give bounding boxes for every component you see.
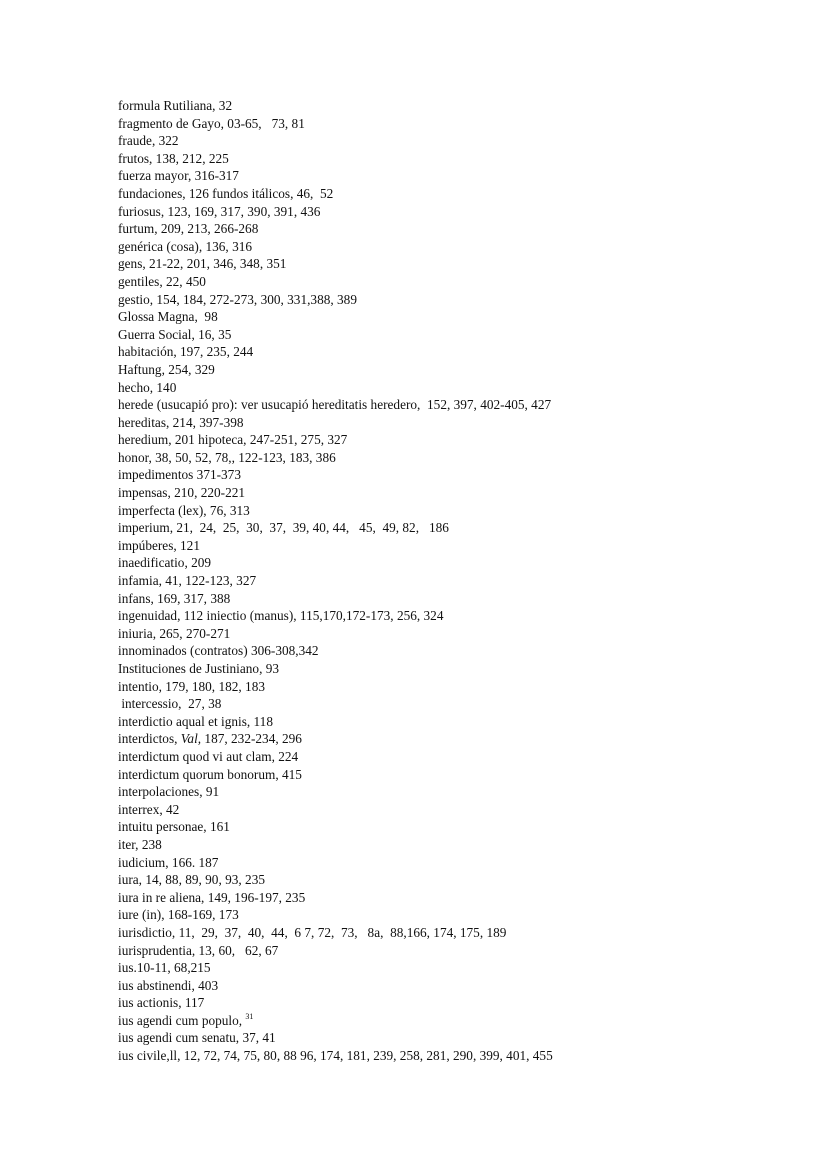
index-entry: innominados (contratos) 306-308,342 <box>118 643 319 659</box>
index-entry: iurisdictio, 11, 29, 37, 40, 44, 6 7, 72, 73, 8a, 88,166, 174, 175, 189 <box>118 924 507 940</box>
index-entry: interpolaciones, 91 <box>118 784 220 800</box>
index-entry: ius.10-11, 68,215 <box>118 960 211 976</box>
index-entry: ius civile,ll, 12, 72, 74, 75, 80, 88 96, 174, 181, 239, 258, 281, 290, 399, 401, 455 <box>118 1048 553 1064</box>
index-entry: Glossa Magna, 98 <box>118 309 218 325</box>
entry-text: interdictos, <box>118 731 181 747</box>
index-page <box>118 97 808 1065</box>
index-entry: hecho, 140 <box>118 379 177 395</box>
index-entry: ingenuidad, 112 iniectio (manus), 115,170,172-173, 256, 324 <box>118 608 444 624</box>
index-entry: iura, 14, 88, 89, 90, 93, 235 <box>118 872 265 888</box>
index-entry: infans, 169, 317, 388 <box>118 590 231 606</box>
entry-text: ius agendi cum populo, <box>118 1012 246 1028</box>
index-entry: impensas, 210, 220-221 <box>118 485 246 501</box>
footnote-marker: 31 <box>245 1011 254 1021</box>
index-entry: interdictio aqual et ignis, 118 <box>118 713 273 729</box>
index-entry: Guerra Social, 16, 35 <box>118 326 232 342</box>
index-entry: interdictum quod vi aut clam, 224 <box>118 748 299 764</box>
index-entry: heredium, 201 hipoteca, 247-251, 275, 327 <box>118 432 348 448</box>
index-entry: fundaciones, 126 fundos itálicos, 46, 52 <box>118 185 334 201</box>
index-entry: ius agendi cum senatu, 37, 41 <box>118 1030 276 1046</box>
index-entry: ius actionis, 117 <box>118 995 205 1011</box>
index-entry: inaedificatio, 209 <box>118 555 212 571</box>
index-entry: iter, 238 <box>118 836 162 852</box>
index-entry: ius abstinendi, 403 <box>118 977 219 993</box>
index-entry-interdictos <box>118 730 808 748</box>
index-entry: intentio, 179, 180, 182, 183 <box>118 678 265 694</box>
index-entry: infamia, 41, 122-123, 327 <box>118 573 257 589</box>
index-entry: herede (usucapió pro): ver usucapió hereditatis heredero, 152, 397, 402-405, 427 <box>118 397 552 413</box>
index-entry: fuerza mayor, 316-317 <box>118 168 239 184</box>
index-entry: fraude, 322 <box>118 133 179 149</box>
index-entry: gentiles, 22, 450 <box>118 273 206 289</box>
index-entry: frutos, 138, 212, 225 <box>118 150 229 166</box>
index-entry: furtum, 209, 213, 266-268 <box>118 221 259 237</box>
index-entry: genérica (cosa), 136, 316 <box>118 238 253 254</box>
index-entry: Haftung, 254, 329 <box>118 361 215 377</box>
index-entry: interdictum quorum bonorum, 415 <box>118 766 302 782</box>
index-entry: hereditas, 214, 397-398 <box>118 414 244 430</box>
index-entry: iudicium, 166. 187 <box>118 854 219 870</box>
index-entry: intuitu personae, 161 <box>118 819 230 835</box>
index-entry: iurisprudentia, 13, 60, 62, 67 <box>118 942 279 958</box>
index-entry: imperfecta (lex), 76, 313 <box>118 502 250 518</box>
index-entry: impúberes, 121 <box>118 537 200 553</box>
index-entry-agendi-populo <box>118 1012 808 1030</box>
index-entry: interrex, 42 <box>118 801 180 817</box>
entry-text: 187, 232-234, 296 <box>201 731 302 747</box>
index-entry: iura in re aliena, 149, 196-197, 235 <box>118 889 306 905</box>
index-entry: imperium, 21, 24, 25, 30, 37, 39, 40, 44, 45, 49, 82, 186 <box>118 520 449 536</box>
index-entry: honor, 38, 50, 52, 78,, 122-123, 183, 386 <box>118 449 336 465</box>
index-entry: furiosus, 123, 169, 317, 390, 391, 436 <box>118 203 321 219</box>
index-entry: Instituciones de Justiniano, 93 <box>118 661 280 676</box>
index-entry: formula Rutiliana, 32 <box>118 98 233 113</box>
index-entry: gestio, 154, 184, 272-273, 300, 331,388, 389 <box>118 291 357 307</box>
entry-italic-text: Val, <box>180 731 202 747</box>
index-entry: impedimentos 371-373 <box>118 467 241 483</box>
index-entry: fragmento de Gayo, 03-65, 73, 81 <box>118 115 305 131</box>
index-entry: iniuria, 265, 270-271 <box>118 625 231 641</box>
index-entry: gens, 21-22, 201, 346, 348, 351 <box>118 256 287 272</box>
index-entry: iure (in), 168-169, 173 <box>118 907 239 923</box>
index-entry: habitación, 197, 235, 244 <box>118 344 254 360</box>
index-entry: intercessio, 27, 38 <box>118 696 222 712</box>
